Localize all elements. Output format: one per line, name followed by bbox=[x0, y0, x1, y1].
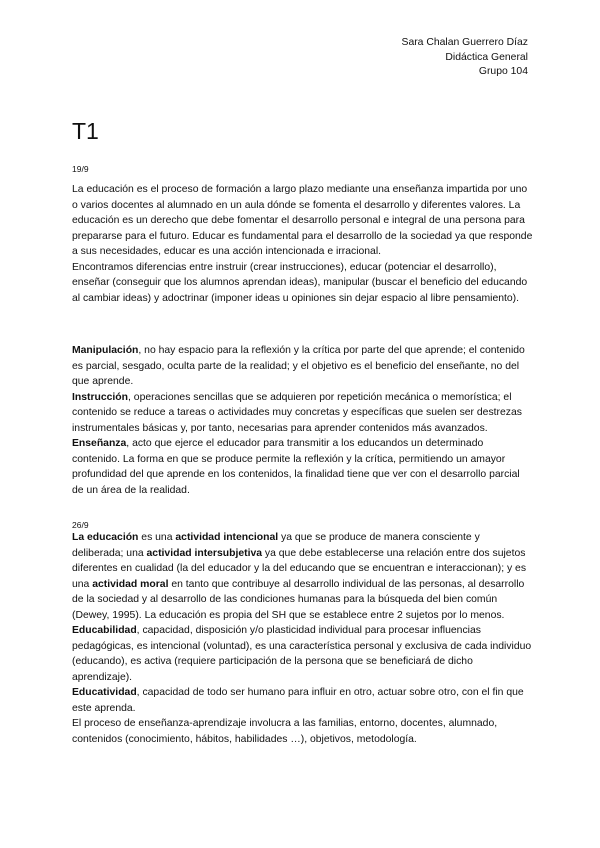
definition-text: , acto que ejerce el educador para transmitir a los educandos un determinado contenido. La forma en que se produce permite la reflexión y la crítica, permitiendo un amayor profundidad del que aprende en los contenidos, la finalidad tiene que ver con el desarrollo parcial de un área de la realidad. bbox=[72, 438, 520, 496]
date-label: 26/9 bbox=[72, 520, 89, 530]
definitions-block bbox=[72, 343, 534, 498]
section-one-text bbox=[72, 182, 534, 306]
definition-term: Enseñanza bbox=[72, 438, 127, 449]
definition-text: , operaciones sencillas que se adquieren por repetición mecánica o memorística; el contenido se reduce a tareas o actividades muy concretas y específicas que suelen ser destrezas instrumentales básicas y, por tanto, necesarias para aprender contenidos más avanzados. bbox=[72, 391, 522, 434]
subject-name: Didáctica General bbox=[445, 51, 528, 63]
paragraph bbox=[72, 530, 534, 623]
page-title: T1 bbox=[72, 118, 99, 144]
document-header bbox=[402, 36, 528, 80]
definition-item bbox=[72, 685, 534, 716]
closing-paragraph: El proceso de enseñanza-aprendizaje involucra a las familias, entorno, docentes, alumnado, contenidos (conocimiento, hábitos, habilidades …), objetivos, metodología. bbox=[72, 718, 498, 745]
definition-item bbox=[72, 390, 534, 437]
paragraph: Encontramos diferencias entre instruir (crear instrucciones), educar (potenciar el desarrollo), enseñar (conseguir que los alumnos aprendan ideas), manipular (buscar el beneficio del educando al cambiar ideas) y adoctrinar (imponer ideas u opiniones sin dejar espacio al libre pensamiento). bbox=[72, 261, 528, 304]
text-run: ya que se produce de manera consciente y deliberada; una bbox=[72, 532, 480, 559]
paragraph: La educación es el proceso de formación a largo plazo mediante una enseñanza impartida por uno o varios docentes al alumnado en un aula dónde se fomenta el desarrollo y diferentes valores. La educación es un derecho que debe fomentar el desarrollo personal e integral de una persona para prepararse para el futuro. Educar es fundamental para el desarrollo de la sociedad ya que responde a sus necesidades, educar es una acción intencionada e irracional. bbox=[72, 184, 533, 257]
definition-text: , no hay espacio para la reflexión y la crítica por parte del que aprende; el contenido es parcial, sesgado, oculta parte de la realidad; y el objetivo es el beneficio del enseñante, no del que aprende. bbox=[72, 345, 525, 387]
definition-term: Instrucción bbox=[72, 391, 129, 403]
definition-item bbox=[72, 623, 534, 685]
definition-text: , capacidad, disposición y/o plasticidad individual para procesar influencias pedagógicas, es intencional (voluntad), es una característica personal y exclusiva de cada individuo (educando), es activa (requiere participación de la persona que se beneficiará de dicho aprendizaje). bbox=[72, 625, 532, 683]
bold-phrase: actividad intencional bbox=[175, 532, 279, 543]
definition-item bbox=[72, 436, 534, 498]
definition-text: , capacidad de todo ser humano para influir en otro, actuar sobre otro, con el fin que este aprenda. bbox=[72, 687, 524, 714]
bold-phrase: actividad moral bbox=[92, 578, 169, 590]
text-run: ya que debe establecerse una relación entre dos sujetos diferentes en cualidad (la del educador y la del educando que se encuentran e interaccionan); y es una bbox=[72, 547, 527, 590]
educacion-term: La educación bbox=[72, 532, 139, 543]
bold-phrase: actividad intersubjetiva bbox=[146, 547, 263, 559]
text-run: en tanto que contribuye al desarrollo individual de las personas, al desarrollo de la sociedad y al desarrollo de las condiciones humanas para la búsqueda del bien común (Dewey, 1995). La educación es propia del SH que se establece entre 2 sujetos por lo menos. bbox=[72, 578, 525, 621]
definition-term: Manipulación bbox=[72, 345, 139, 356]
definition-item bbox=[72, 343, 534, 390]
definition-term: Educatividad bbox=[72, 687, 137, 698]
date-label: 19/9 bbox=[72, 164, 89, 174]
group-name: Grupo 104 bbox=[478, 66, 528, 77]
section-two-text bbox=[72, 530, 534, 747]
author-name: Sara Chalan Guerrero Díaz bbox=[401, 37, 528, 48]
text-run: es una bbox=[138, 532, 176, 543]
definition-term: Educabilidad bbox=[72, 625, 137, 636]
